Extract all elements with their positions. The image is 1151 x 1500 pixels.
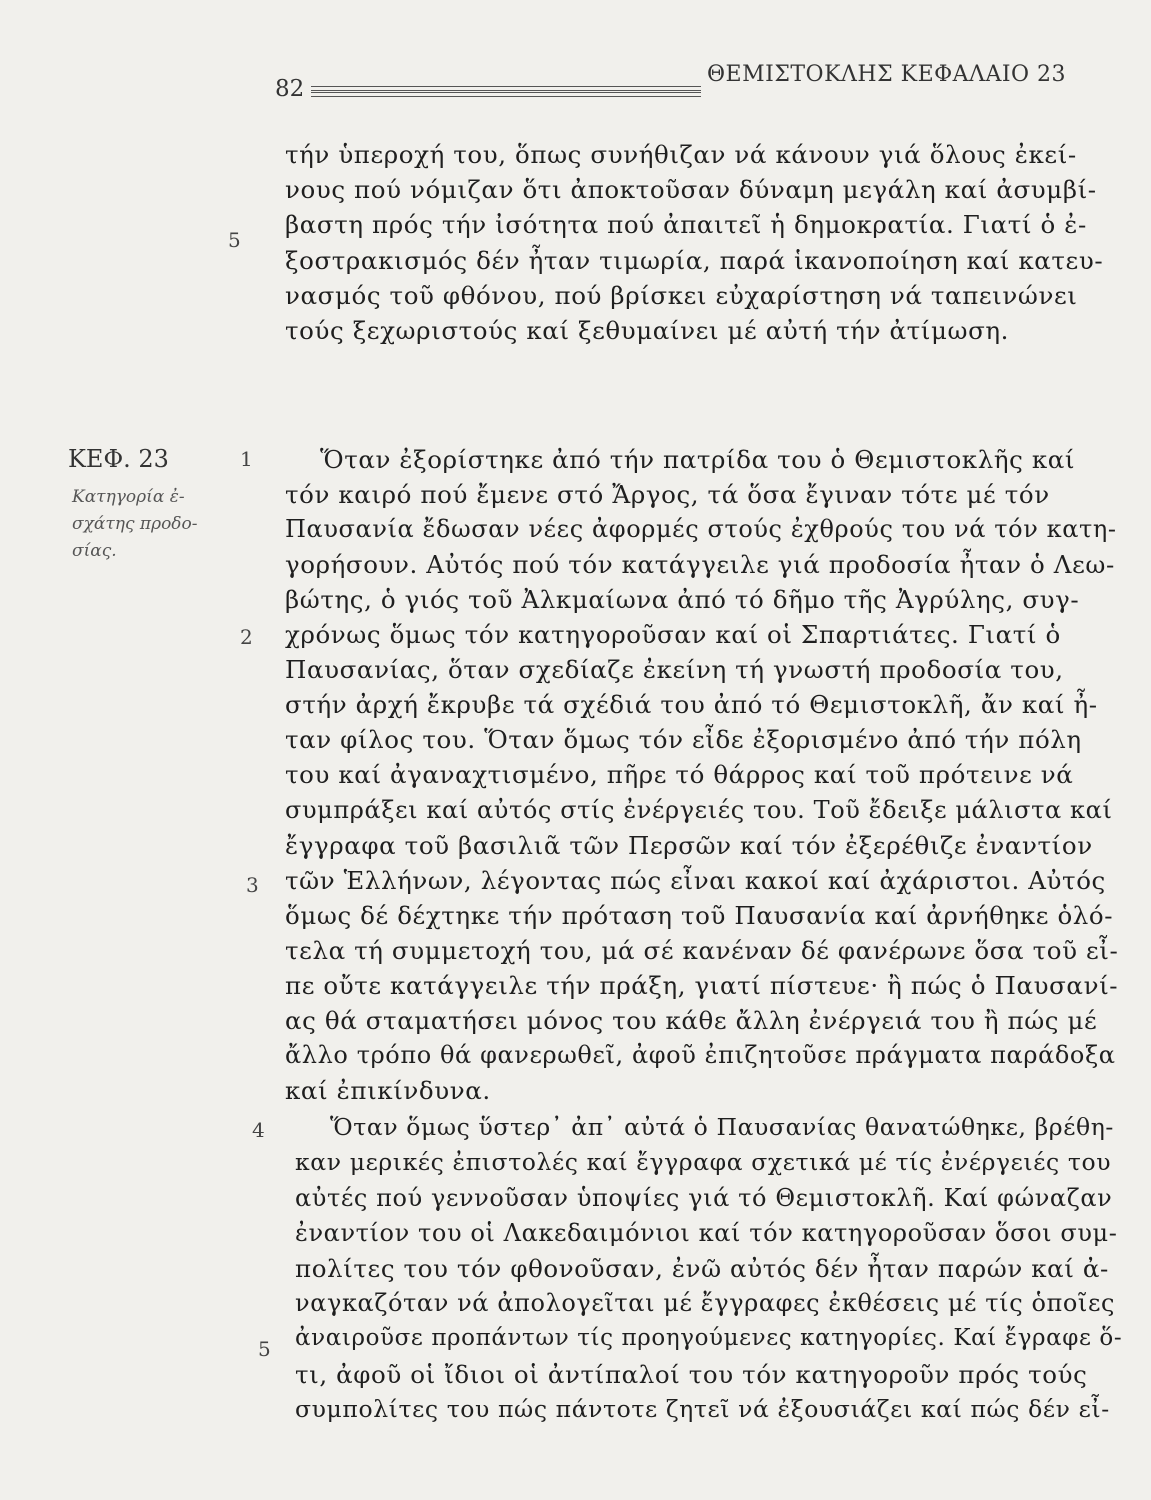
text-line: ας θά σταματήσει μόνος του κάθε ἄλλη ἐνέργειά του ἢ πώς μέ: [285, 1006, 1098, 1035]
margin-chapter-title: ΚΕΦ. 23: [68, 445, 169, 473]
line-number: 2: [240, 625, 253, 649]
text-line: αὐτές πού γεννοῦσαν ὑποψίες γιά τό Θεμιστοκλῆ. Καί φώναζαν: [295, 1184, 1113, 1212]
text-line: πολίτες του τόν φθονοῦσαν, ἐνῶ αὐτός δέν ἦταν παρών καί ἀ-: [295, 1254, 1109, 1283]
text-line: τελα τή συμμετοχή του, μά σέ κανέναν δέ φανέρωνε ὅσα τοῦ εἶ-: [285, 936, 1119, 965]
text-line: τῶν Ἑλλήνων, λέγοντας πώς εἶναι κακοί καί ἀχάριστοι. Αὐτός: [285, 866, 1106, 895]
line-number: 5: [258, 1337, 271, 1361]
text-line: πε οὔτε κατάγγειλε τήν πράξη, γιατί πίστευε· ἢ πώς ὁ Παυσανί-: [285, 971, 1119, 1000]
text-line: νους πού νόμιζαν ὅτι ἀποκτοῦσαν δύναμη μεγάλη καί ἀσυμβί-: [285, 175, 1097, 204]
text-line: καν μερικές ἐπιστολές καί ἔγγραφα σχετικά μέ τίς ἐνέργειές του: [295, 1148, 1112, 1176]
text-line: ναγκαζόταν νά ἀπολογεῖται μέ ἔγγραφες ἐκθέσεις μέ τίς ὁποῖες: [295, 1289, 1116, 1317]
header-rule: [311, 86, 701, 91]
text-line: νασμός τοῦ φθόνου, πού βρίσκει εὐχαρίστηση νά ταπεινώνει: [285, 281, 1078, 310]
text-line: τήν ὑπεροχή του, ὅπως συνήθιζαν νά κάνουν γιά ὅλους ἐκεί-: [285, 140, 1077, 169]
text-line: ξοστρακισμός δέν ἦταν τιμωρία, παρά ἱκανοποίηση καί κατευ-: [285, 246, 1104, 275]
line-number: 4: [252, 1118, 265, 1142]
line-number: 5: [228, 228, 241, 252]
page-header: [275, 58, 1101, 102]
text-line: συμπράξει καί αὐτός στίς ἐνέργειές του. Τοῦ ἔδειξε μάλιστα καί: [285, 796, 1113, 824]
text-line: Παυσανία ἔδωσαν νέες ἀφορμές στούς ἐχθρούς του νά τόν κατη-: [285, 515, 1117, 543]
text-line: βαστη πρός τήν ἰσότητα πού ἀπαιτεῖ ἡ δημοκρατία. Γιατί ὁ ἐ-: [285, 210, 1087, 239]
text-line: στήν ἀρχή ἔκρυβε τά σχέδιά του ἀπό τό Θεμιστοκλῆ, ἄν καί ἦ-: [285, 690, 1098, 719]
text-line: ἐναντίον του οἱ Λακεδαιμόνιοι καί τόν κατηγοροῦσαν ὅσοι συμ-: [295, 1219, 1118, 1247]
text-line: τούς ξεχωριστούς καί ξεθυμαίνει μέ αὐτή τήν ἀτίμωση.: [285, 316, 1010, 345]
text-line: ἔγγραφα τοῦ βασιλιᾶ τῶν Περσῶν καί τόν ἐξερέθιζε ἐναντίον: [285, 831, 1093, 860]
text-line: ἄλλο τρόπο θά φανερωθεῖ, ἀφοῦ ἐπιζητοῦσε πράγματα παράδοξα: [285, 1041, 1116, 1069]
text-line: καί ἐπικίνδυνα.: [285, 1076, 491, 1105]
text-line: ταν φίλος του. Ὅταν ὅμως τόν εἶδε ἐξορισμένο ἀπό τήν πόλη: [285, 725, 1082, 754]
text-line: βώτης, ὁ γιός τοῦ Ἀλκμαίωνα ἀπό τό δῆμο τῆς Ἀγρύλης, συγ-: [285, 585, 1080, 614]
running-head: ΘΕΜΙΣΤΟΚΛΗΣ ΚΕΦΑΛΑΙΟ 23: [707, 62, 1067, 87]
line-number: 1: [240, 447, 253, 471]
margin-subtitle-line: Κατηγορία ἐ-: [72, 487, 185, 507]
text-line: ὅμως δέ δέχτηκε τήν πρόταση τοῦ Παυσανία καί ἀρνήθηκε ὁλό-: [285, 901, 1114, 930]
text-line: γορήσουν. Αὐτός πού τόν κατάγγειλε γιά προδοσία ἦταν ὁ Λεω-: [285, 550, 1115, 579]
header-rule: [311, 92, 701, 97]
text-line: τόν καιρό πού ἔμενε στό Ἄργος, τά ὅσα ἔγιναν τότε μέ τόν: [285, 480, 1050, 509]
text-line: Ὅταν ἐξορίστηκε ἀπό τήν πατρίδα του ὁ Θεμιστοκλῆς καί: [320, 445, 1076, 474]
margin-subtitle-line: σίας.: [72, 541, 117, 561]
text-line: Παυσανίας, ὅταν σχεδίαζε ἐκείνη τή γνωστή προδοσία του,: [285, 655, 1064, 684]
text-line: συμπολίτες του πώς πάντοτε ζητεῖ νά ἐξουσιάζει καί πώς δέν εἶ-: [295, 1395, 1110, 1423]
text-line: χρόνως ὅμως τόν κατηγοροῦσαν καί οἱ Σπαρτιάτες. Γιατί ὁ: [285, 620, 1061, 649]
text-line: τι, ἀφοῦ οἱ ἴδιοι οἱ ἀντίπαλοί του τόν κατηγοροῦν πρός τούς: [295, 1360, 1088, 1389]
page-number: 82: [275, 76, 305, 102]
text-line: Ὅταν ὅμως ὕστερ᾽ ἀπ᾽ αὐτά ὁ Παυσανίας θανατώθηκε, βρέθη-: [330, 1113, 1114, 1141]
text-line: του καί ἀγαναχτισμένο, πῆρε τό θάρρος καί τοῦ πρότεινε νά: [285, 760, 1074, 789]
text-line: ἀναιροῦσε προπάντων τίς προηγούμενες κατηγορίες. Καί ἔγραφε ὅ-: [295, 1325, 1123, 1351]
line-number: 3: [246, 873, 259, 897]
margin-subtitle-line: σχάτης προδο-: [72, 514, 198, 534]
